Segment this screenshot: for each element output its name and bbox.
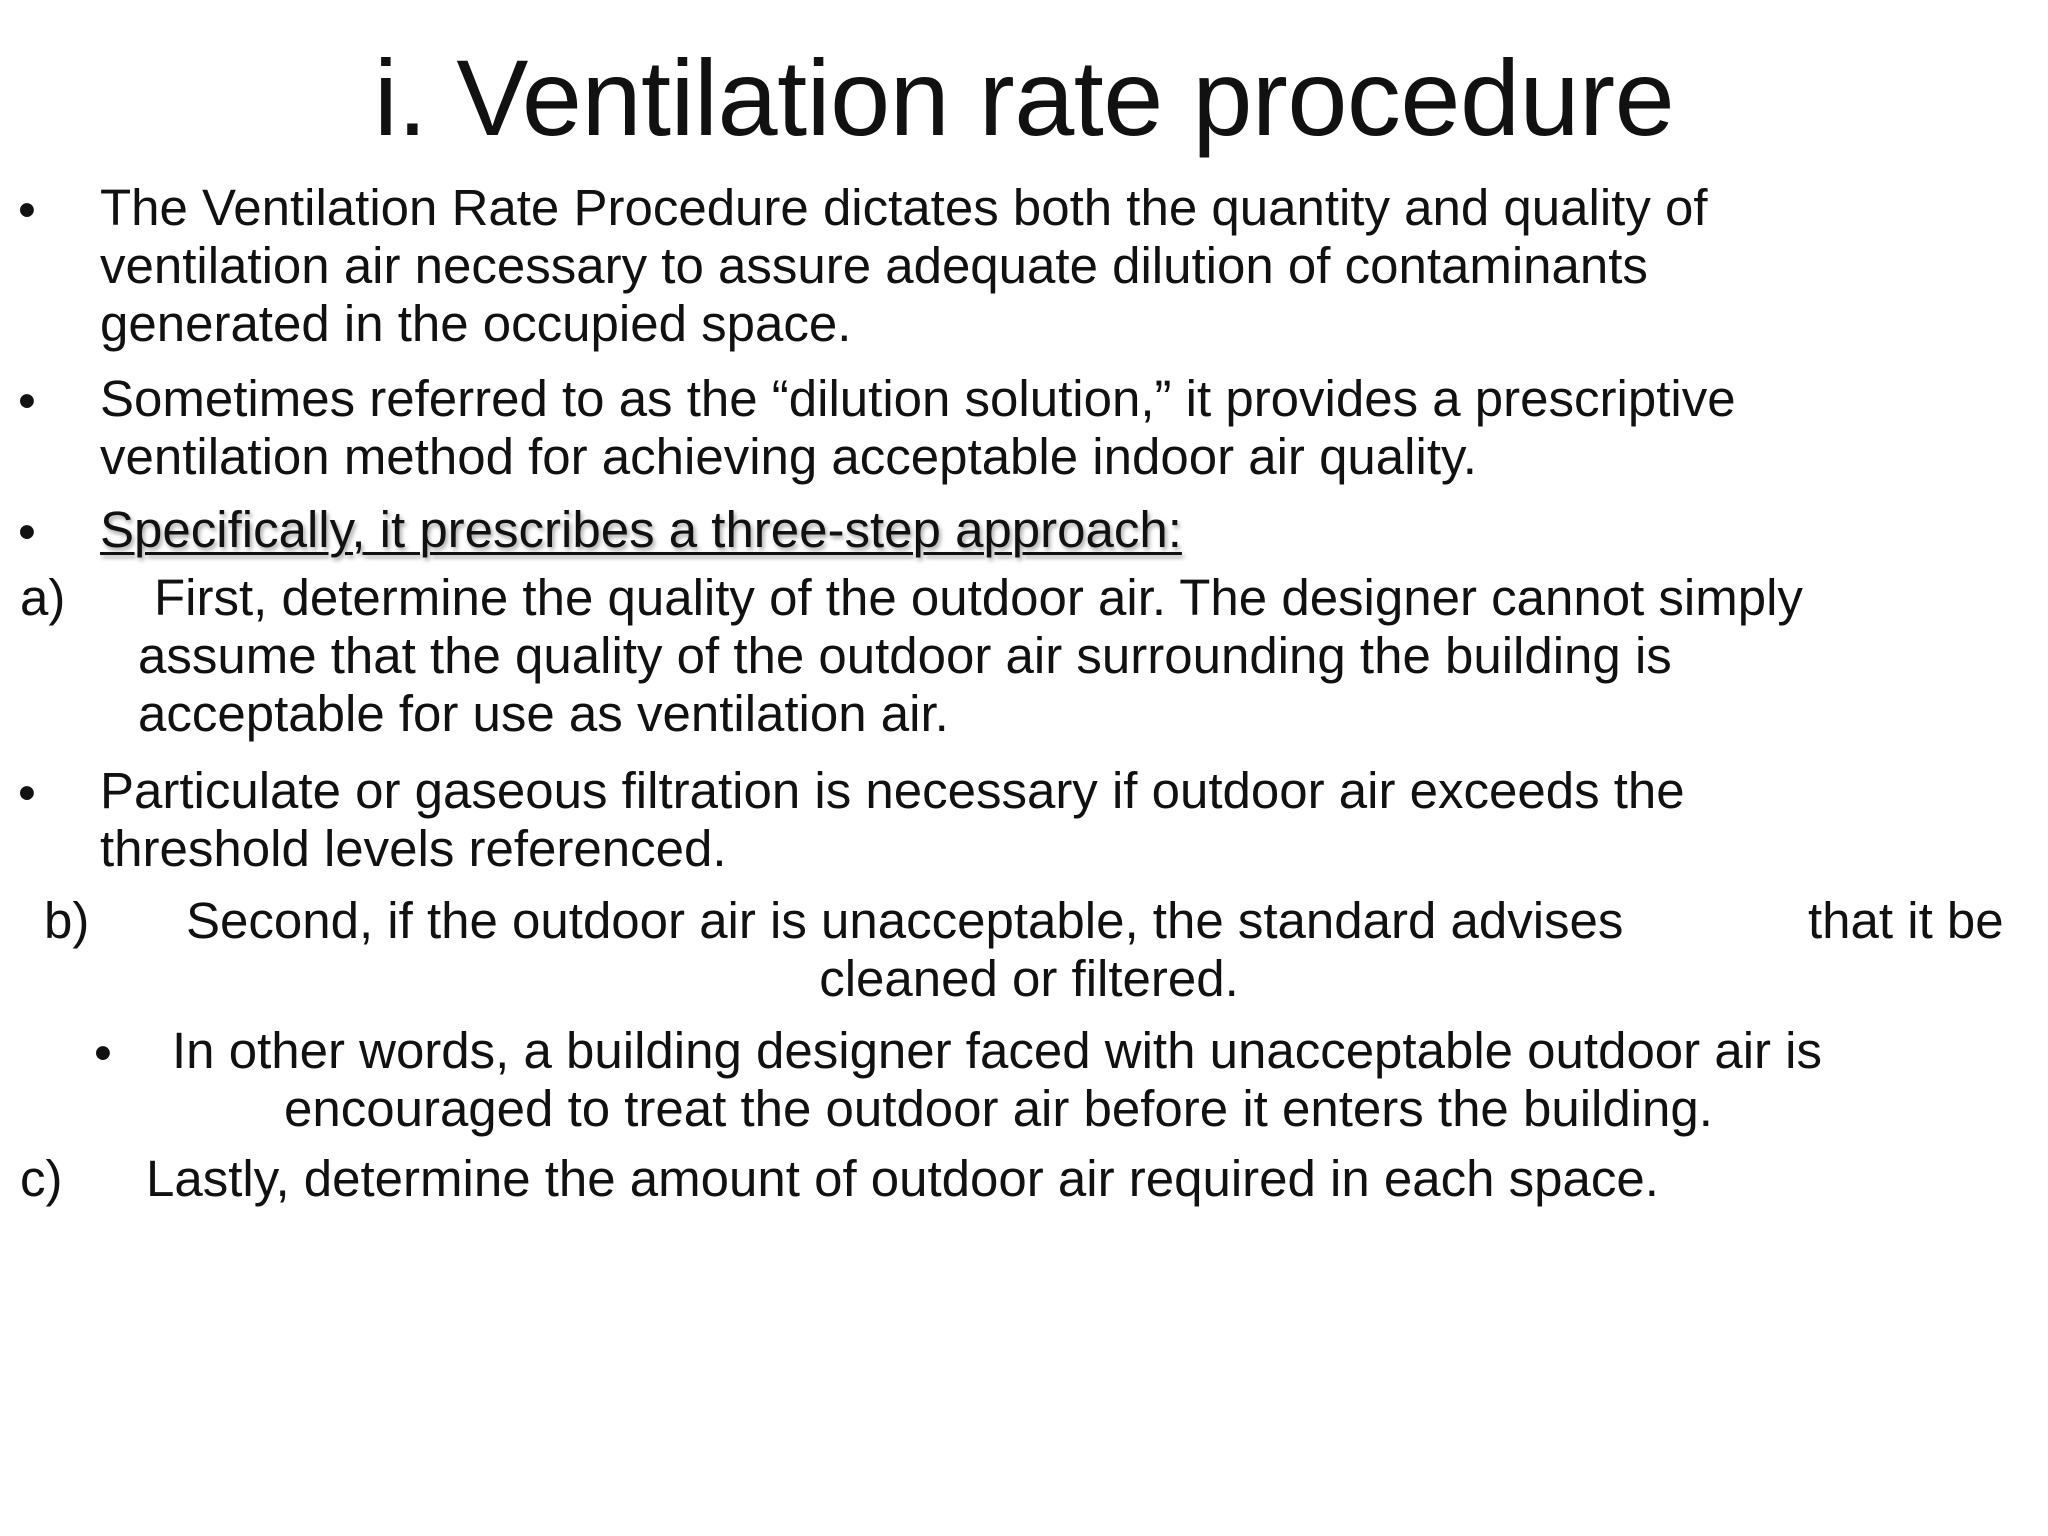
step-a-line-2: assume that the quality of the outdoor air surrounding the building is: [138, 627, 1672, 684]
bullet-1-line-2: ventilation air necessary to assure adequate dilution of contaminants: [100, 237, 1648, 294]
bullet-1-line-1: The Ventilation Rate Procedure dictates both the quantity and quality of: [100, 179, 1708, 236]
bullet-1-line-3: generated in the occupied space.: [100, 295, 852, 352]
step-a-line-3: acceptable for use as ventilation air.: [138, 685, 949, 742]
bullet-icon: •: [18, 503, 36, 560]
bullet-2-line-1: Sometimes referred to as the “dilution solution,” it provides a prescriptive: [100, 370, 1736, 427]
bullet-4-line-1: Particulate or gaseous filtration is necessary if outdoor air exceeds the: [100, 762, 1685, 819]
bullet-5-line-1: In other words, a building designer faced with unacceptable outdoor air is: [172, 1022, 1823, 1079]
step-a-line-1: First, determine the quality of the outdoor air. The designer cannot simply: [154, 569, 1803, 626]
step-a-marker: a): [20, 569, 66, 626]
step-b-line-2: cleaned or filtered.: [819, 950, 1239, 1007]
bullet-icon: •: [18, 372, 36, 429]
slide-title: i. Ventilation rate procedure: [373, 37, 1675, 158]
bullet-icon: •: [18, 181, 36, 238]
bullet-icon: •: [94, 1024, 112, 1081]
step-b-line-1b: that it be: [1808, 892, 2004, 949]
bullet-3-heading: Specifically, it prescribes a three-step approach:: [100, 501, 1182, 558]
bullet-5-line-2: encouraged to treat the outdoor air before it enters the building.: [284, 1080, 1713, 1137]
step-b-line-1a: Second, if the outdoor air is unacceptable, the standard advises: [186, 892, 1624, 949]
bullet-4-line-2: threshold levels referenced.: [100, 820, 727, 877]
bullet-icon: •: [18, 764, 36, 821]
step-c-marker: c): [20, 1150, 63, 1207]
step-b-marker: b): [44, 892, 90, 949]
step-c-line-1: Lastly, determine the amount of outdoor air required in each space.: [146, 1150, 1659, 1207]
bullet-2-line-2: ventilation method for achieving acceptable indoor air quality.: [100, 428, 1477, 485]
